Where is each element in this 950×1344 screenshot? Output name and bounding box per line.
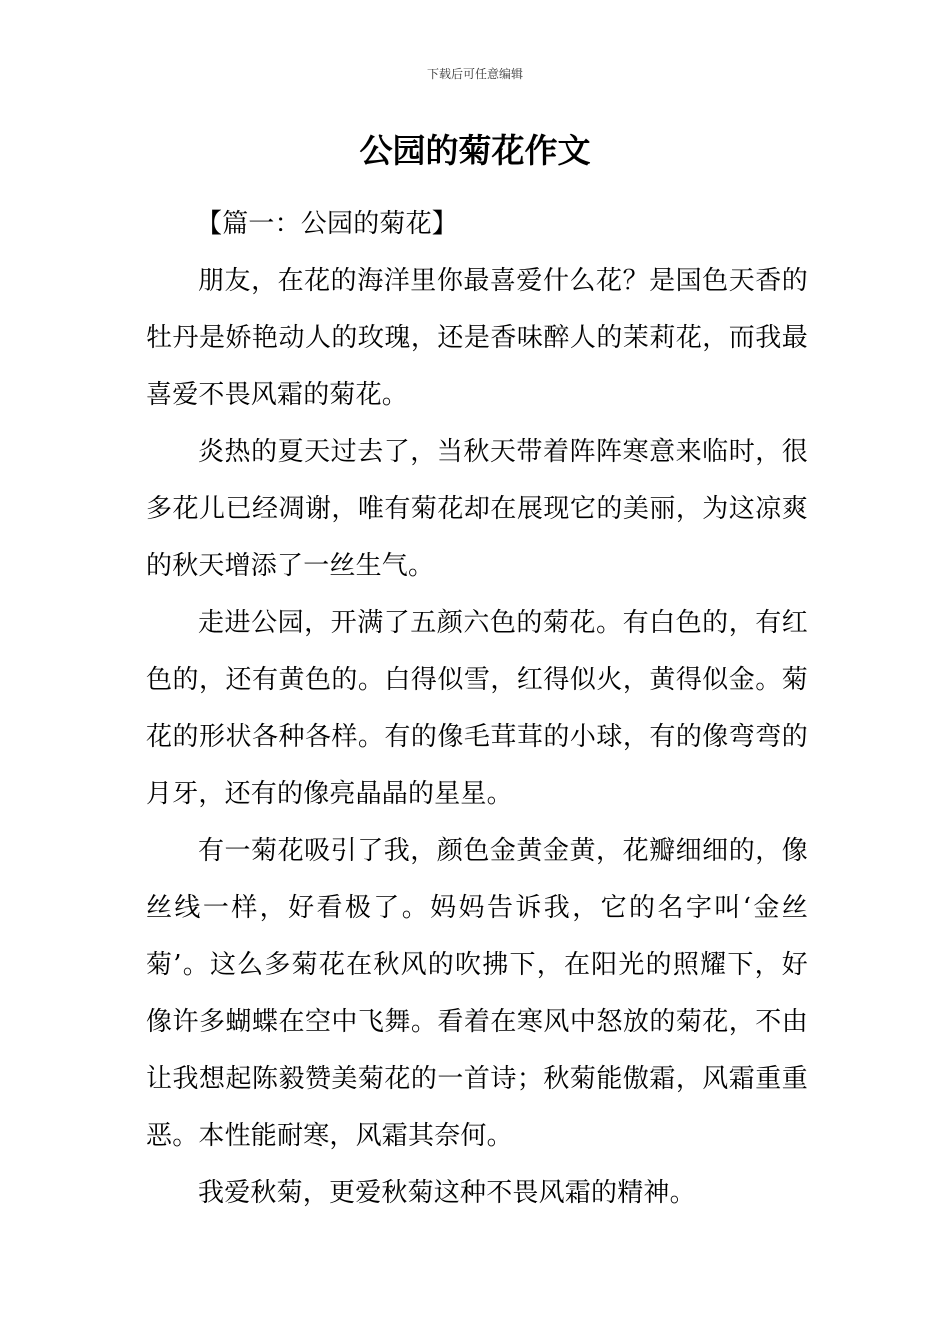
header-note: 下载后可任意编辑 (426, 67, 523, 81)
paragraph: 有一菊花吸引了我，颜色金黄金黄，花瓣细细的，像丝线一样，好看极了。妈妈告诉我，它的名字叫‘金丝菊’。这么多菊花在秋风的吹拂下，在阳光的照耀下，好像许多蝴蝶在空中飞舞。看着在寒风中怒放的菊花，不由让我想起陈毅赞美菊花的一首诗；秋菊能傲霜，风霜重重恶。本性能耐寒，风霜其奈何。 (146, 836, 808, 1151)
section-heading: 【篇一：公园的菊花】 (196, 209, 459, 239)
document-title: 公园的菊花作文 (359, 131, 591, 170)
paragraph: 朋友，在花的海洋里你最喜爱什么花？是国色天香的牡丹是娇艳动人的玫瑰，还是香味醉人的茉莉花，而我最喜爱不畏风霜的菊花。 (146, 266, 808, 410)
paragraph: 我爱秋菊，更爱秋菊这种不畏风霜的精神。 (198, 1178, 696, 1208)
paragraph: 炎热的夏天过去了，当秋天带着阵阵寒意来临时，很多花儿已经凋谢，唯有菊花却在展现它的美丽，为这凉爽的秋天增添了一丝生气。 (146, 437, 808, 581)
document-body (146, 196, 808, 1222)
paragraph: 走进公园，开满了五颜六色的菊花。有白色的，有红色的，还有黄色的。白得似雪，红得似火，黄得似金。菊花的形状各种各样。有的像毛茸茸的小球，有的像弯弯的月牙，还有的像亮晶晶的星星。 (146, 608, 808, 809)
